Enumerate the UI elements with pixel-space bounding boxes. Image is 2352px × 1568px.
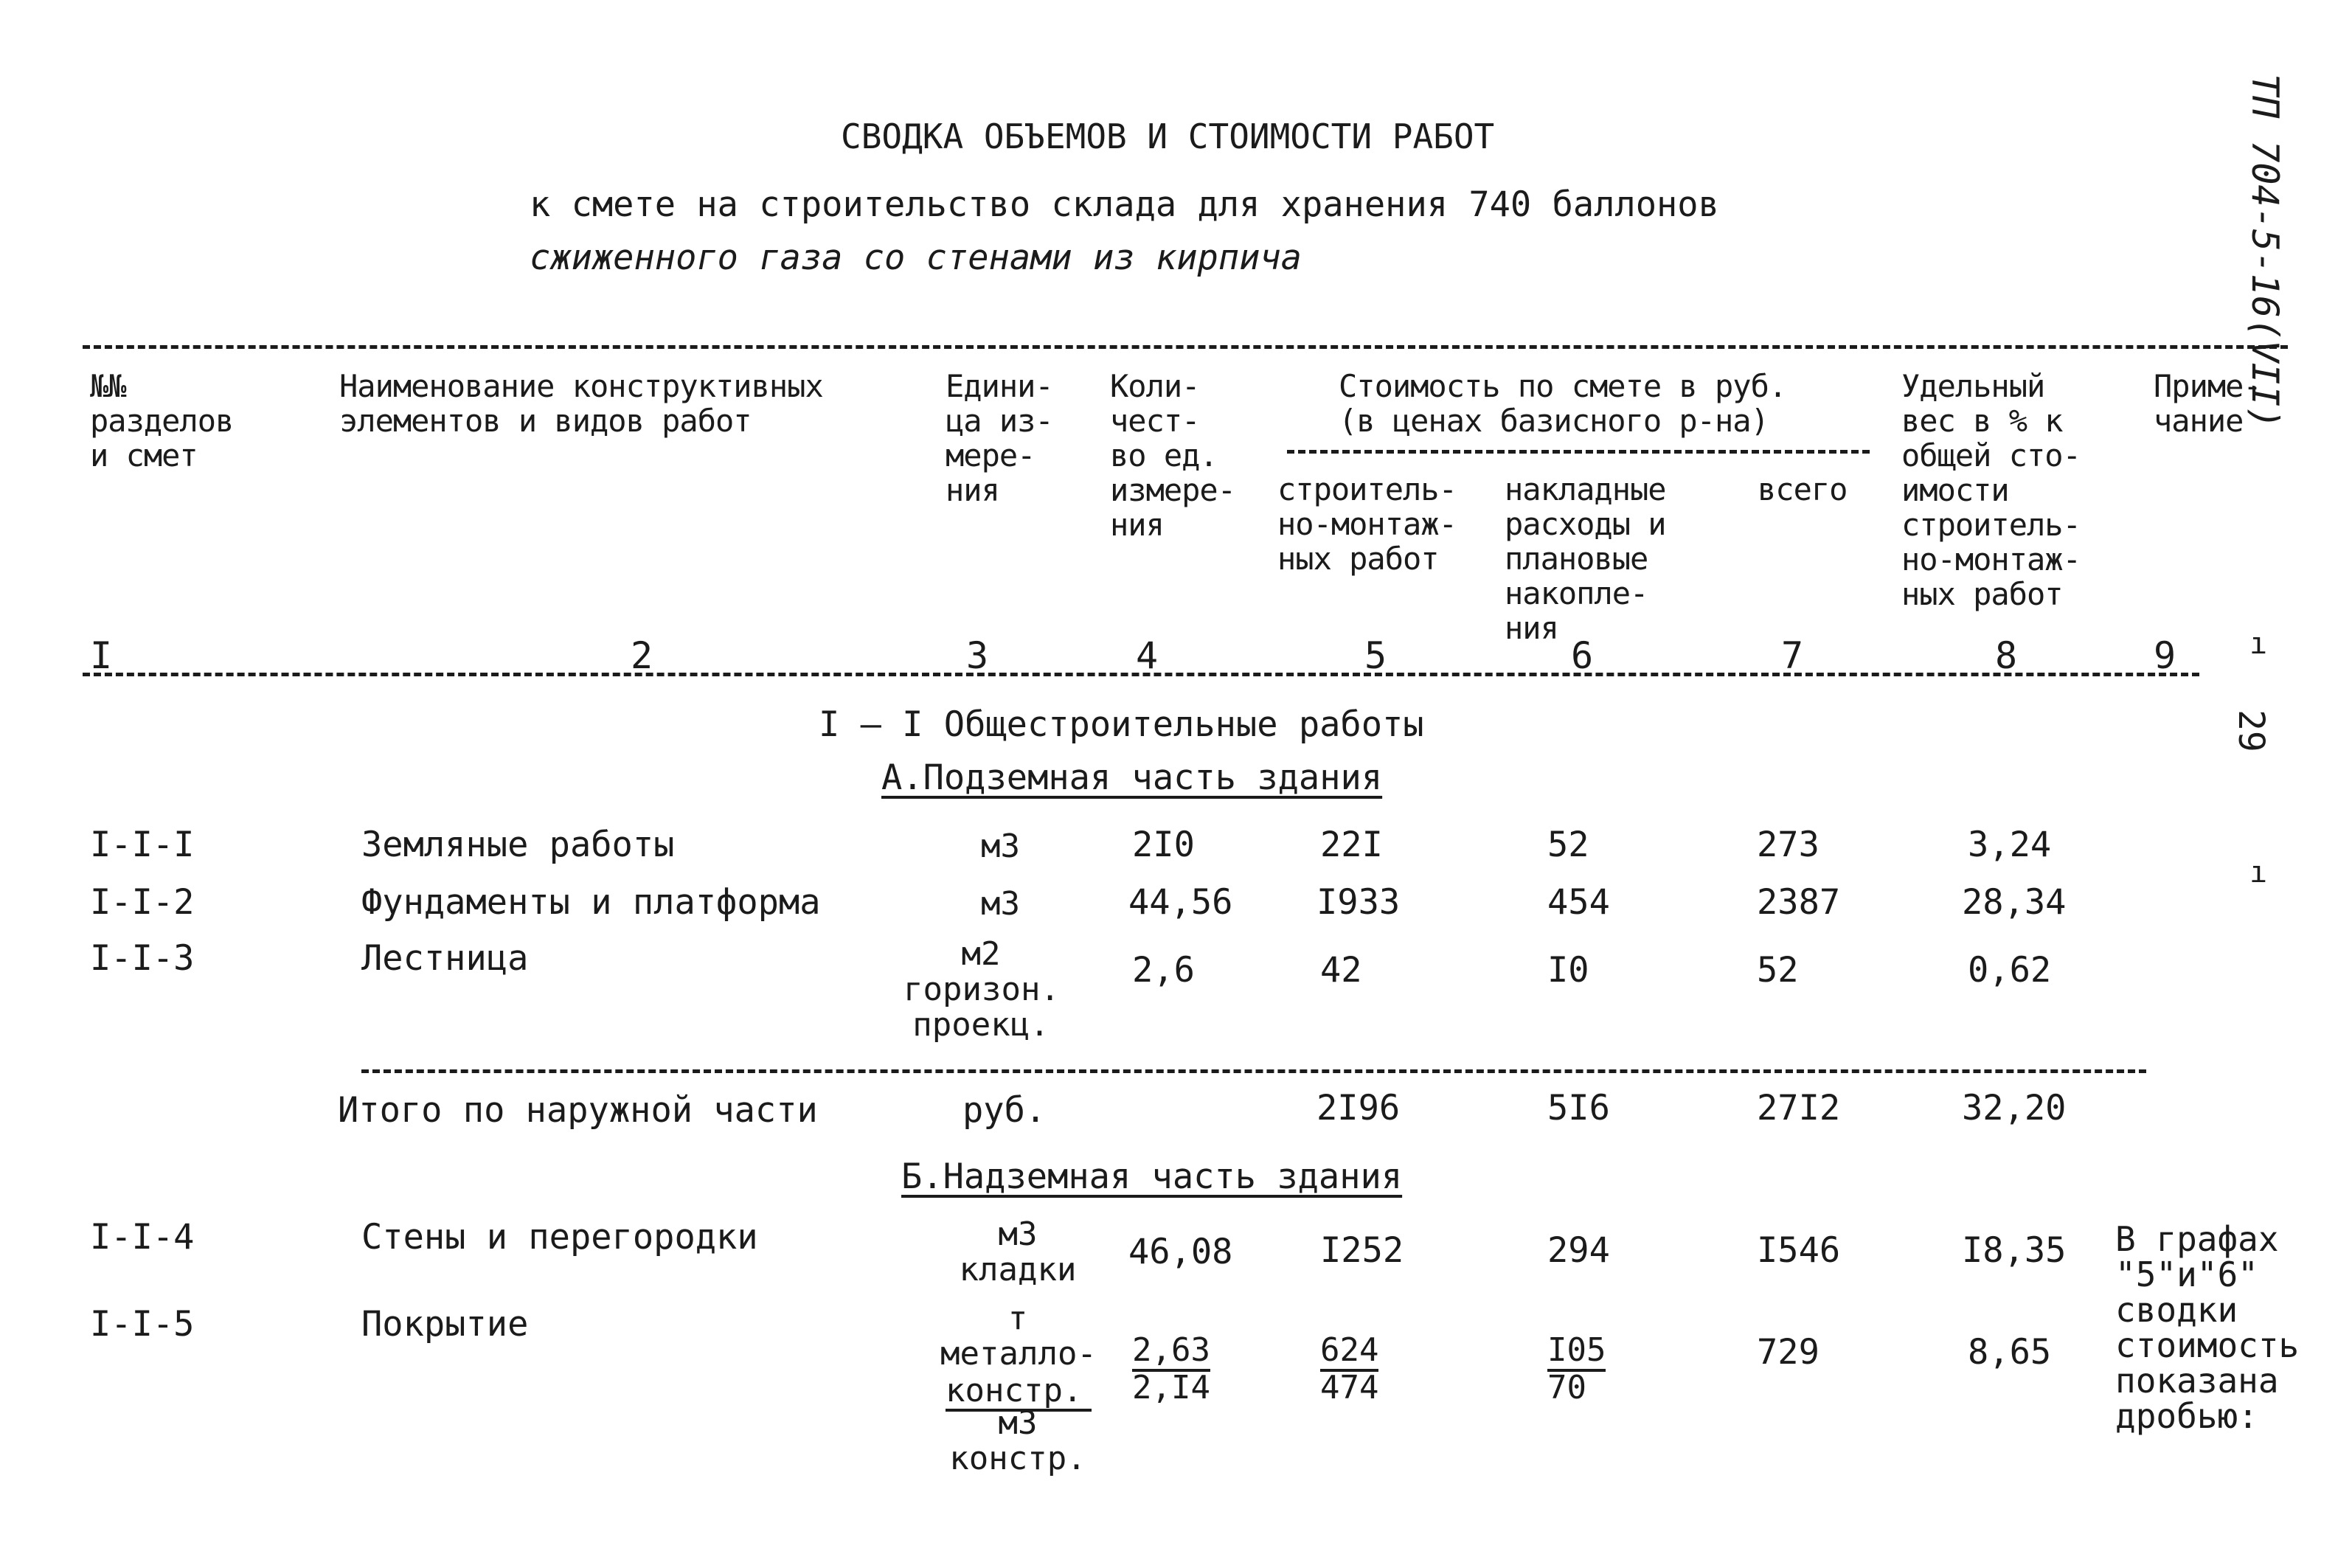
row-name: Лестница <box>361 938 529 979</box>
row-unit: м3 <box>981 885 1020 923</box>
row-quantity: 44,56 <box>1128 882 1233 923</box>
row-overhead: 454 <box>1547 882 1610 923</box>
row-overhead: I0 <box>1547 950 1589 991</box>
row-total: 2387 <box>1757 882 1841 923</box>
row-quantity: 46,08 <box>1128 1232 1233 1272</box>
column-number-8: 8 <box>1995 634 2018 677</box>
column-number-rule <box>83 673 2199 676</box>
subtotal-share: 32,20 <box>1962 1088 2067 1128</box>
subtotal-rule <box>361 1069 2146 1073</box>
row-construction-cost: 42 <box>1320 950 1362 991</box>
column-header-note: Приме- чание <box>2154 368 2261 439</box>
row-overhead-fraction <box>1547 1332 1606 1406</box>
section-heading: I – I Общестроительные работы <box>819 704 1424 745</box>
column-number-4: 4 <box>1136 634 1159 677</box>
row-share: 0,62 <box>1968 950 2052 991</box>
margin-tick-mark: ı <box>2249 627 2268 661</box>
row-construction-cost-numerator: 624 <box>1320 1332 1378 1372</box>
row-quantity-fraction <box>1132 1332 1210 1406</box>
row-unit-top: т металло- <box>940 1300 1097 1373</box>
header-top-rule <box>83 345 2288 349</box>
row-name: Земляные работы <box>361 825 675 865</box>
column-header-section-number: №№ разделов и смет <box>90 368 234 473</box>
subtotal-total: 27I2 <box>1757 1088 1841 1128</box>
row-unit-mid: констр. <box>946 1372 1083 1409</box>
document-title: СВОДКА ОБЪЕМОВ И СТОИМОСТИ РАБОТ <box>841 117 1495 156</box>
row-share: 8,65 <box>1968 1332 2052 1373</box>
row-unit: м3 кладки <box>959 1215 1077 1288</box>
subtotal-construction-cost: 2I96 <box>1317 1088 1401 1128</box>
column-number-5: 5 <box>1364 634 1387 677</box>
row-construction-cost-fraction <box>1320 1332 1378 1406</box>
row-name: Стены и перегородки <box>361 1217 758 1257</box>
column-number-7: 7 <box>1781 634 1804 677</box>
row-code: I-I-4 <box>90 1217 195 1257</box>
column-header-total: всего <box>1758 471 1848 507</box>
row-code: I-I-I <box>90 825 195 865</box>
row-share: 28,34 <box>1962 882 2067 923</box>
subtotal-overhead: 5I6 <box>1547 1088 1610 1128</box>
row-overhead: 294 <box>1547 1230 1610 1271</box>
row-name: Фундаменты и платформа <box>361 882 821 923</box>
column-header-overhead: накладные расходы и плановые накопле- ния <box>1505 471 1666 646</box>
row-share: I8,35 <box>1962 1230 2067 1271</box>
row-unit: м3 <box>981 828 1020 865</box>
column-header-work-name: Наименование конструктивных элементов и видов работ <box>339 368 823 439</box>
row-quantity-denominator: 2,I4 <box>1132 1369 1210 1406</box>
row-unit: м2 горизон. проекц. <box>903 935 1060 1044</box>
column-number-1: I <box>90 634 113 677</box>
column-header-cost-group: Стоимость по смете в руб. (в ценах базисного р-на) <box>1339 368 1787 439</box>
row-unit-bottom: м3 констр. <box>949 1404 1086 1477</box>
page-number: 29 <box>2230 710 2272 752</box>
row-code: I-I-2 <box>90 882 195 923</box>
column-number-3: 3 <box>966 634 989 677</box>
column-header-share: Удельный вес в % к общей сто- имости строитель- но-монтаж- ных работ <box>1901 368 2081 612</box>
document-subtitle-line2: сжиженного газа со стенами из кирпича <box>530 237 1302 278</box>
row-quantity-numerator: 2,63 <box>1132 1332 1210 1372</box>
row-total: 729 <box>1757 1332 1819 1373</box>
column-header-quantity: Коли- чест- во ед. измере- ния <box>1110 368 1236 543</box>
row-overhead-numerator: I05 <box>1547 1332 1606 1372</box>
row-total: 52 <box>1757 950 1799 991</box>
row-construction-cost: I933 <box>1317 882 1401 923</box>
subtotal-label: Итого по наружной части <box>338 1090 818 1131</box>
row-code: I-I-5 <box>90 1304 195 1345</box>
row-code: I-I-3 <box>90 938 195 979</box>
column-number-6: 6 <box>1571 634 1594 677</box>
row-share: 3,24 <box>1968 825 2052 865</box>
side-document-code: ТП 704-5-16(VII) <box>2244 74 2286 429</box>
row-note: В графах "5"и"6" сводки стоимость показана дробью: <box>2115 1219 2300 1436</box>
subtotal-unit: руб. <box>962 1090 1047 1131</box>
row-construction-cost: I252 <box>1320 1230 1404 1271</box>
row-quantity: 2I0 <box>1132 825 1195 865</box>
row-name: Покрытие <box>361 1304 529 1345</box>
row-construction-cost-denominator: 474 <box>1320 1369 1379 1406</box>
row-total: I546 <box>1757 1230 1841 1271</box>
row-total: 273 <box>1757 825 1819 865</box>
column-header-construction-cost: строитель- но-монтаж- ных работ <box>1277 471 1457 577</box>
column-header-unit: Едини- ца из- мере- ния <box>946 368 1053 508</box>
part-a-heading: А.Подземная часть здания <box>881 757 1383 798</box>
part-b-heading: Б.Надземная часть здания <box>901 1156 1403 1197</box>
row-overhead: 52 <box>1547 825 1589 865</box>
column-number-9: 9 <box>2154 634 2176 677</box>
row-construction-cost: 22I <box>1320 825 1383 865</box>
column-number-2: 2 <box>631 634 653 677</box>
row-overhead-denominator: 70 <box>1547 1369 1586 1406</box>
document-subtitle-line1: к смете на строительство склада для хранения 740 баллонов <box>530 184 1719 225</box>
row-quantity: 2,6 <box>1132 950 1195 991</box>
cost-group-rule <box>1287 450 1870 454</box>
margin-tick-mark: ı <box>2249 856 2268 889</box>
